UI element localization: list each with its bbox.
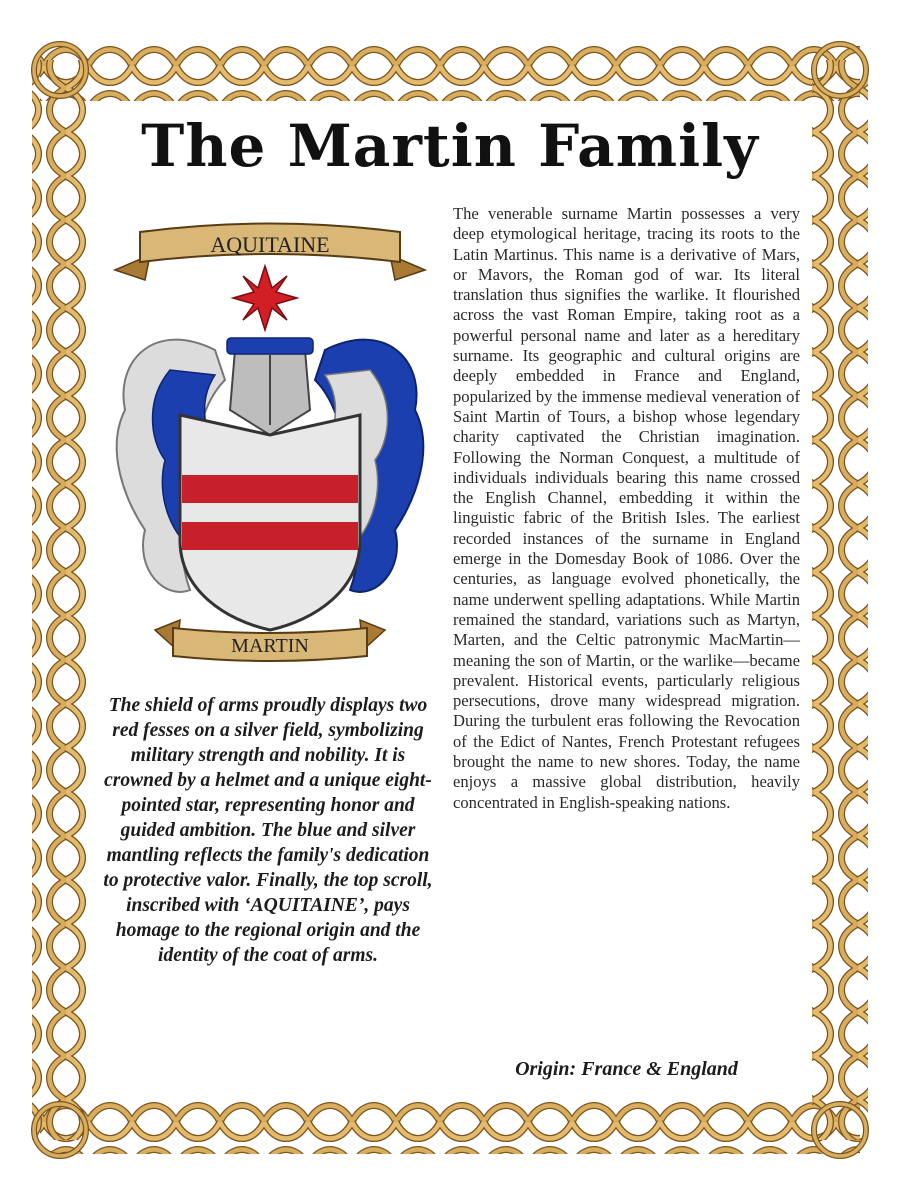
crest-caption: The shield of arms proudly displays two red fesses on a silver field, symbolizing military strength and nobility. It is crowned by a helmet and a unique eight-pointed star, representing honor and guided ambition. The blue and silver mantling reflects the family's dedication to protective valor. Finally, the top scroll, inscribed with ‘AQUITAINE’, pays homage to the regional origin and the identity of the coat of arms. bbox=[103, 695, 433, 966]
shield-icon bbox=[180, 415, 360, 630]
coat-of-arms bbox=[95, 210, 445, 680]
helmet-icon bbox=[227, 338, 313, 435]
fess-lower bbox=[182, 522, 358, 550]
bottom-scroll-label: MARTIN bbox=[231, 635, 309, 657]
surname-history-text: The venerable surname Martin possesses a very deep etymological heritage, tracing its roots to the Latin Martinus. This name is a derivative of Mars, or Mavors, the Roman god of war. Its literal translation thus signifies the warlike. It flourished across the vast Roman Empire, taking root as a powerful personal name and later as a hereditary surname. Its geographic and cultural origins are deeply embedded in France and England, popularized by the immense medieval veneration of Saint Martin of Tours, a bishop whose legendary charity captivated the Christian imagination. Following the Norman Conquest, a multitude of individuals individuals bearing this name crossed the English Channel, embedding it within the linguistic fabric of the British Isles. The earliest recorded instances of the surname in England emerge in the Domesday Book of 1086. Over the centuries, as language evolved phonetically, the name underwent spelling adaptations. While Martin remained the standard, variations such as Martyn, Marten, and the Celtic patronymic MacMartin—meaning the son of Martin, or the warlike—became prevalent. Historical events, particularly religious persecutions, drove many widespread migration. During the turbulent eras following the Revocation of the Edict of Nantes, French Protestant refugees brought the name to new shores. Today, the name enjoys a massive global distribution, heavily concentrated in English-speaking nations. bbox=[453, 204, 800, 812]
fess-upper bbox=[182, 475, 358, 503]
top-scroll bbox=[115, 224, 425, 281]
top-scroll-label: AQUITAINE bbox=[210, 232, 330, 257]
origin-label: Origin: France & England bbox=[515, 1058, 738, 1080]
eight-pointed-star-icon bbox=[233, 266, 297, 330]
page-title: The Martin Family bbox=[141, 112, 759, 180]
